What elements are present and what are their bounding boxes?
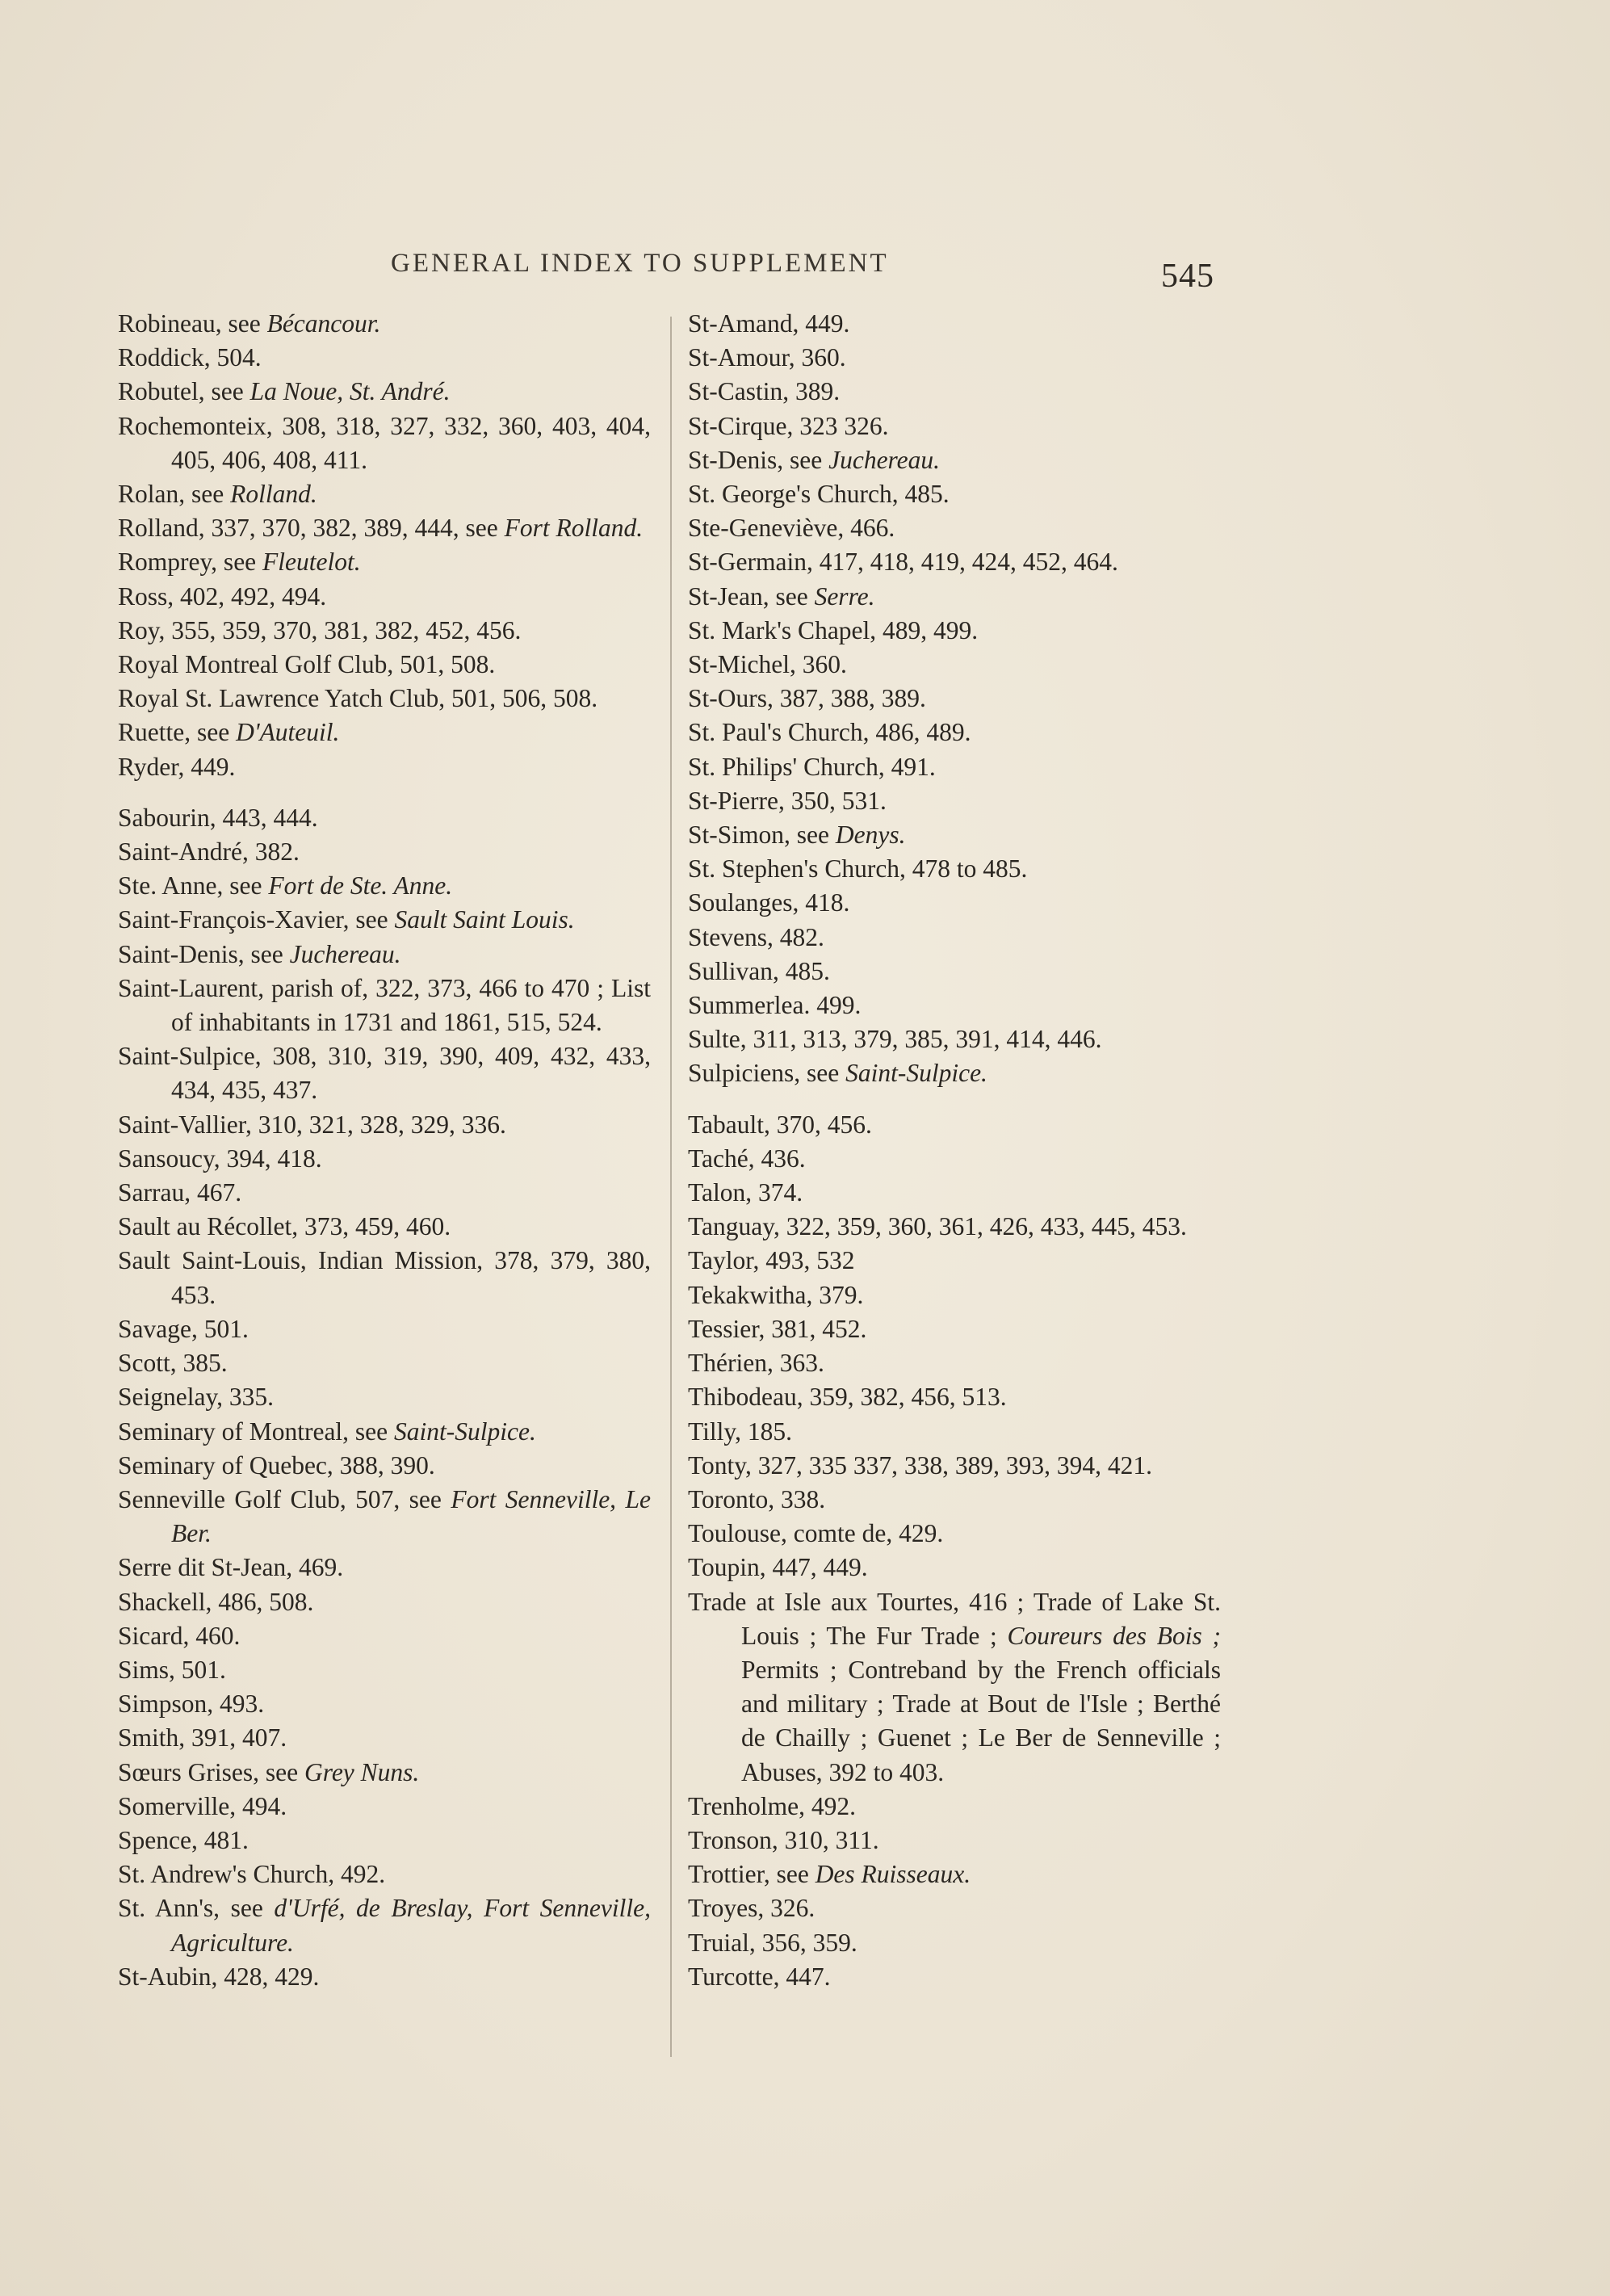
entry-text: St. Mark's Chapel, 489, 499. (688, 615, 979, 644)
entry-text: Troyes, 326. (688, 1894, 815, 1923)
index-entry (118, 1449, 651, 1483)
entry-text: Saint-François-Xavier, see (118, 905, 395, 934)
entry-text: St-Jean, see (688, 581, 815, 611)
index-entry (118, 972, 651, 1039)
index-entry (688, 1517, 1221, 1551)
entry-text: Tronson, 310, 311. (688, 1825, 879, 1854)
index-column-right (688, 307, 1221, 1994)
entry-text: Royal St. Lawrence Yatch Club, 501, 506, 508. (118, 684, 598, 713)
entry-text: Ruette, see (118, 718, 237, 747)
entry-text: Soulanges, 418. (688, 888, 850, 917)
index-entry (688, 1176, 1221, 1210)
index-entry (118, 835, 651, 869)
index-column-left (118, 307, 651, 1994)
entry-cross-reference: Denys. (835, 821, 906, 850)
entry-text: Taylor, 493, 532 (688, 1246, 855, 1275)
index-entry (118, 1756, 651, 1790)
entry-text: Tessier, 381, 452. (688, 1314, 867, 1343)
index-entry (688, 1960, 1221, 1994)
entry-text: St. Paul's Church, 486, 489. (688, 718, 971, 747)
entry-text: Trenholme, 492. (688, 1791, 856, 1820)
entry-text: Sicard, 460. (118, 1621, 241, 1650)
entry-text: Tabault, 370, 456. (688, 1110, 872, 1139)
entry-cross-reference: Fleutelot. (262, 548, 361, 577)
index-entry (118, 614, 651, 648)
index-entry (118, 1244, 651, 1312)
entry-text: St-Denis, see (688, 445, 829, 474)
entry-text: Truial, 356, 359. (688, 1928, 857, 1957)
entry-text: Saint-Denis, see (118, 939, 290, 968)
index-entry (118, 1960, 651, 1994)
index-entry (688, 1244, 1221, 1278)
entry-text: Toupin, 447, 449. (688, 1553, 868, 1582)
entry-text: St-Simon, see (688, 821, 836, 850)
index-entry (688, 1449, 1221, 1483)
index-entry (118, 716, 651, 749)
entry-text: Tekakwitha, 379. (688, 1280, 864, 1309)
index-entry (688, 648, 1221, 682)
entry-text: Sulte, 311, 313, 379, 385, 391, 414, 446. (688, 1025, 1102, 1054)
entry-text: Sims, 501. (118, 1655, 226, 1684)
entry-cross-reference: Fort Senneville, Le Ber. (171, 1484, 651, 1548)
entry-text: Thibodeau, 359, 382, 456, 513. (688, 1383, 1007, 1412)
index-entry (118, 1483, 651, 1551)
entry-text: Royal Montreal Golf Club, 501, 508. (118, 650, 496, 679)
entry-text: Seignelay, 335. (118, 1383, 275, 1412)
entry-text: Talon, 374. (688, 1178, 803, 1207)
index-entry (118, 1210, 651, 1244)
entry-cross-reference: Coureurs des Bois ; (1007, 1621, 1221, 1650)
index-entry (118, 1891, 651, 1959)
entry-text: Trade at Isle aux Tourtes, 416 ; Trade of Lake St. Louis ; The Fur Trade ; (688, 1587, 1221, 1650)
index-entry (688, 955, 1221, 988)
index-entry (118, 1653, 651, 1687)
entry-cross-reference: Grey Nuns. (304, 1757, 420, 1786)
index-entry (118, 682, 651, 716)
entry-text: St. Andrew's Church, 492. (118, 1860, 386, 1889)
entry-text: Roddick, 504. (118, 343, 262, 372)
entry-text: Smith, 391, 407. (118, 1723, 287, 1752)
index-entry (688, 409, 1221, 443)
entry-text: St. George's Church, 485. (688, 480, 950, 509)
index-entry (118, 307, 651, 341)
index-entry (688, 477, 1221, 511)
index-entry (118, 477, 651, 511)
index-entry (688, 784, 1221, 818)
index-entry (118, 1142, 651, 1176)
entry-text: St-Pierre, 350, 531. (688, 786, 887, 815)
entry-text: Ste. Anne, see (118, 871, 269, 900)
entry-text: Ryder, 449. (118, 752, 236, 781)
entry-text: Sœurs Grises, see (118, 1757, 304, 1786)
entry-text: Sault Saint-Louis, Indian Mission, 378, 379, 380, 453. (118, 1246, 651, 1309)
index-entry (688, 1056, 1221, 1090)
index-entry (118, 1176, 651, 1210)
entry-text: Tanguay, 322, 359, 360, 361, 426, 433, 445, 453. (688, 1212, 1187, 1241)
index-entry (688, 1824, 1221, 1857)
entry-text: Rochemonteix, 308, 318, 327, 332, 360, 403, 404, 405, 406, 408, 411. (118, 411, 651, 474)
index-entry (118, 409, 651, 477)
entry-text: Spence, 481. (118, 1825, 249, 1854)
index-entry (688, 580, 1221, 614)
index-entry (688, 1891, 1221, 1925)
entry-text: Shackell, 486, 508. (118, 1587, 314, 1616)
entry-text: St-Castin, 389. (688, 377, 841, 406)
index-entry (688, 852, 1221, 886)
entry-text: St. Stephen's Church, 478 to 485. (688, 854, 1028, 884)
index-entry (118, 1857, 651, 1891)
index-entry (688, 921, 1221, 955)
entry-text: Toronto, 338. (688, 1484, 826, 1513)
entry-text: Robineau, see (118, 309, 267, 338)
entry-text: St-Cirque, 323 326. (688, 411, 889, 440)
index-entry (688, 1278, 1221, 1312)
entry-cross-reference: Rolland. (230, 480, 317, 509)
entry-text: St-Michel, 360. (688, 650, 847, 679)
entry-cross-reference: D'Auteuil. (236, 718, 340, 747)
entry-cross-reference: Serre. (814, 581, 875, 611)
index-entry (118, 375, 651, 409)
index-entry (118, 511, 651, 545)
column-divider (670, 317, 672, 2057)
entry-text: Tilly, 185. (688, 1417, 792, 1446)
index-entry (118, 1039, 651, 1107)
entry-text: Ross, 402, 492, 494. (118, 581, 327, 611)
entry-text: Seminary of Quebec, 388, 390. (118, 1450, 435, 1480)
entry-text: Sabourin, 443, 444. (118, 803, 318, 832)
index-entry (118, 341, 651, 375)
index-entry (688, 750, 1221, 784)
entry-cross-reference: Bécancour. (266, 309, 381, 338)
index-entry (688, 716, 1221, 749)
index-entry (118, 1619, 651, 1653)
index-entry (118, 1312, 651, 1346)
entry-text: Turcotte, 447. (688, 1962, 831, 1991)
entry-text: Roy, 355, 359, 370, 381, 382, 452, 456. (118, 615, 522, 644)
index-entry (688, 1210, 1221, 1244)
entry-text: Trottier, see (688, 1860, 815, 1889)
entry-text: Seminary of Montreal, see (118, 1417, 395, 1446)
index-entry (688, 443, 1221, 477)
index-entry (118, 903, 651, 937)
index-entry (688, 511, 1221, 545)
index-entry (688, 614, 1221, 648)
entry-cross-reference: Sault Saint Louis. (394, 905, 575, 934)
entry-text: Romprey, see (118, 548, 263, 577)
index-entry (688, 1790, 1221, 1824)
running-head: GENERAL INDEX TO SUPPLEMENT (391, 249, 889, 278)
index-entry (688, 1022, 1221, 1056)
entry-cross-reference: Juchereau. (289, 939, 401, 968)
entry-text: Stevens, 482. (688, 922, 824, 951)
entry-text: Sullivan, 485. (688, 956, 830, 985)
index-entry (688, 1312, 1221, 1346)
entry-text: Rolan, see (118, 480, 231, 509)
page-number: 545 (1161, 258, 1214, 295)
entry-text: Ste-Geneviève, 466. (688, 514, 895, 543)
entry-text: Sarrau, 467. (118, 1178, 242, 1207)
entry-text: Scott, 385. (118, 1349, 228, 1378)
index-entry (118, 1824, 651, 1857)
index-entry (118, 545, 651, 579)
entry-text: Saint-André, 382. (118, 837, 300, 867)
index-entry (118, 1346, 651, 1380)
entry-text: Sault au Récollet, 373, 459, 460. (118, 1212, 451, 1241)
entry-text: Saint-Vallier, 310, 321, 328, 329, 336. (118, 1110, 506, 1139)
entry-text: St-Germain, 417, 418, 419, 424, 452, 464. (688, 548, 1118, 577)
entry-text: Thérien, 363. (688, 1349, 824, 1378)
index-entry (688, 1857, 1221, 1891)
index-entry (118, 1790, 651, 1824)
entry-text: St. Philips' Church, 491. (688, 752, 936, 781)
index-entry (118, 580, 651, 614)
entry-text: Taché, 436. (688, 1144, 806, 1173)
entry-text: Sansoucy, 394, 418. (118, 1144, 322, 1173)
index-entry (688, 1346, 1221, 1380)
entry-text: Tonty, 327, 335 337, 338, 389, 393, 394, 421. (688, 1450, 1152, 1480)
entry-text: Simpson, 493. (118, 1689, 265, 1719)
index-entry (688, 1585, 1221, 1790)
index-entry (688, 1551, 1221, 1585)
entry-text: St-Ours, 387, 388, 389. (688, 684, 926, 713)
entry-text: Somerville, 494. (118, 1791, 287, 1820)
entry-text: St. Ann's, see (118, 1894, 275, 1923)
entry-cross-reference: Juchereau. (828, 445, 940, 474)
index-entry (688, 818, 1221, 852)
index-entry (688, 682, 1221, 716)
entry-text: Toulouse, comte de, 429. (688, 1519, 944, 1548)
index-entry (118, 1415, 651, 1449)
entry-text: Serre dit St-Jean, 469. (118, 1553, 344, 1582)
index-entry (118, 750, 651, 784)
index-entry (118, 938, 651, 972)
index-entry (688, 1142, 1221, 1176)
index-entry (118, 1551, 651, 1585)
index-entry (118, 1380, 651, 1414)
index-entry (688, 1380, 1221, 1414)
entry-cross-reference: Fort Rolland. (504, 514, 644, 543)
entry-text: Savage, 501. (118, 1314, 249, 1343)
index-entry (118, 801, 651, 835)
index-entry (688, 1926, 1221, 1960)
index-entry (118, 1687, 651, 1721)
entry-text: St-Amour, 360. (688, 343, 846, 372)
entry-text-continued: Permits ; Contreband by the French officials and military ; Trade at Bout de l'Isle ; Berthé de Chailly ; Guenet ; Le Ber de Senneville ; Abuses, 392 to 403. (741, 1655, 1221, 1786)
index-entry (688, 1108, 1221, 1142)
entry-text: St-Aubin, 428, 429. (118, 1962, 320, 1991)
index-entry (688, 341, 1221, 375)
entry-cross-reference: La Noue, St. André. (249, 377, 451, 406)
entry-text: St-Amand, 449. (688, 309, 850, 338)
index-entry (688, 886, 1221, 920)
index-entry (118, 648, 651, 682)
entry-text: Saint-Sulpice, 308, 310, 319, 390, 409, 432, 433, 434, 435, 437. (118, 1042, 651, 1105)
index-entry (688, 307, 1221, 341)
entry-cross-reference: Saint-Sulpice. (845, 1059, 987, 1088)
entry-text: Robutel, see (118, 377, 250, 406)
entry-cross-reference: Saint-Sulpice. (394, 1417, 536, 1446)
entry-text: Senneville Golf Club, 507, see (118, 1484, 451, 1513)
entry-text: Summerlea. 499. (688, 991, 862, 1020)
entry-text: Sulpiciens, see (688, 1059, 846, 1088)
entry-cross-reference: d'Urfé, de Breslay, Fort Senneville, Agriculture. (171, 1894, 651, 1957)
entry-text: Rolland, 337, 370, 382, 389, 444, see (118, 514, 505, 543)
index-entry (118, 1721, 651, 1755)
entry-text: Saint-Laurent, parish of, 322, 373, 466 to 470 ; List of inhabitants in 1731 and 1861, 515, 524. (118, 973, 651, 1037)
index-entry (118, 869, 651, 903)
index-entry (688, 375, 1221, 409)
index-entry (118, 1585, 651, 1619)
entry-cross-reference: Fort de Ste. Anne. (268, 871, 453, 900)
index-entry (688, 988, 1221, 1022)
index-entry (688, 1483, 1221, 1517)
index-entry (688, 1415, 1221, 1449)
index-entry (118, 1108, 651, 1142)
index-entry (688, 545, 1221, 579)
entry-cross-reference: Des Ruisseaux. (815, 1860, 971, 1889)
